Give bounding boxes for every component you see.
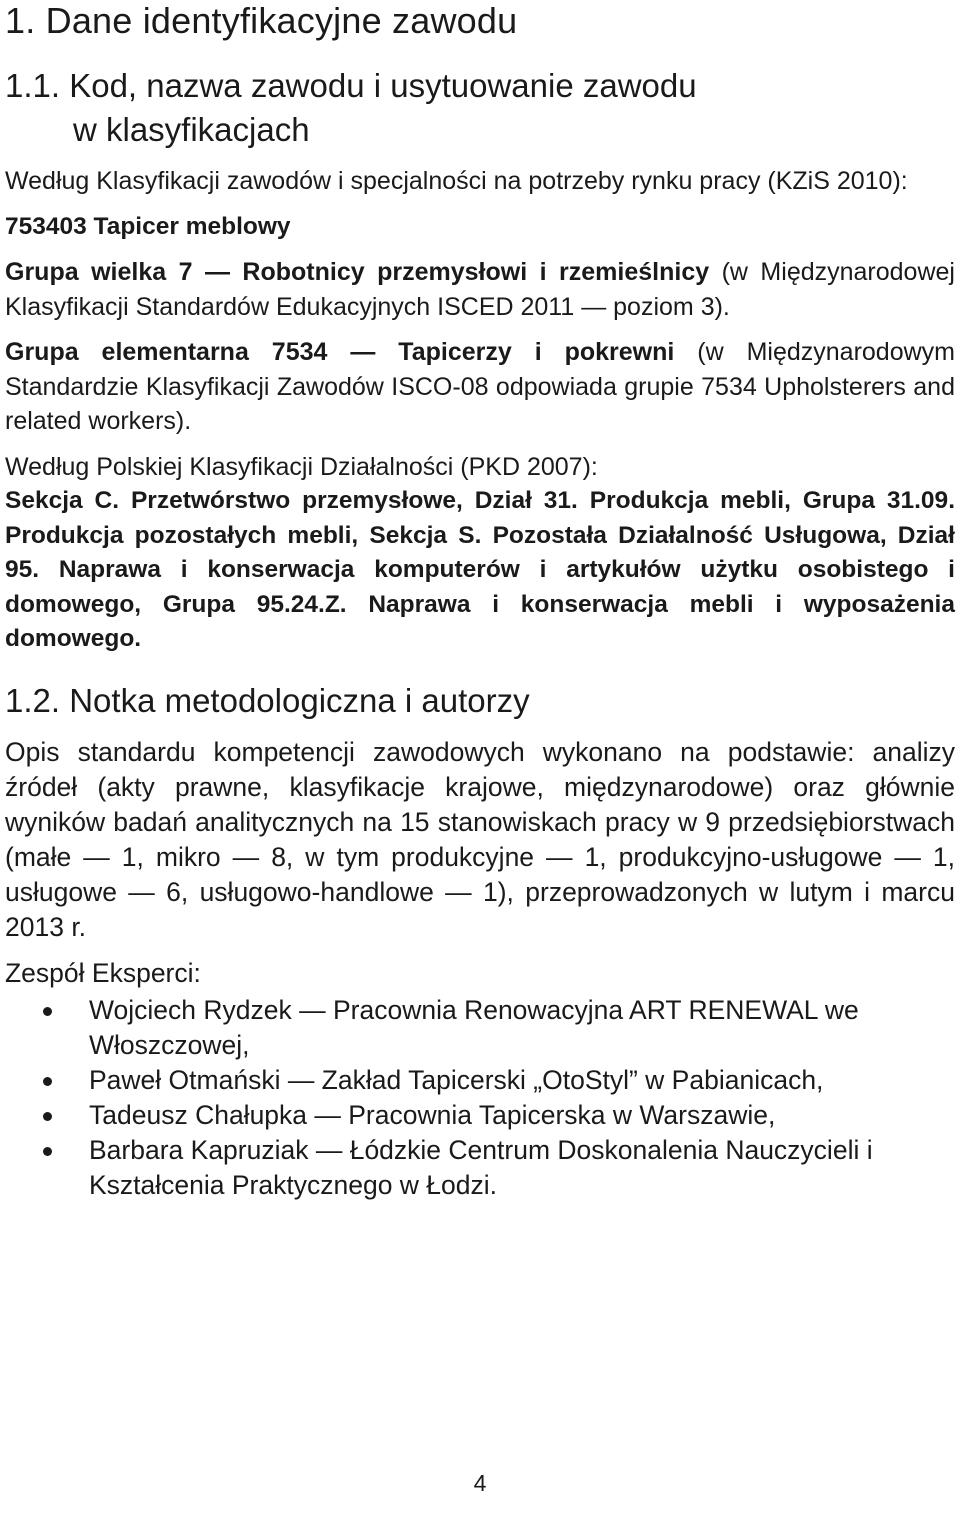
grupa-wielka-paragraph xyxy=(5,255,955,324)
expert-text: Barbara Kapruziak — Łódzkie Centrum Doskonalenia Nauczycieli i Kształcenia Praktycznego w Łodzi. xyxy=(89,1134,873,1200)
pkd-intro: Według Polskiej Klasyfikacji Działalności (PKD 2007): xyxy=(5,452,598,481)
expert-text: Wojciech Rydzek — Pracownia Renowacyjna ART RENEWAL we Włoszczowej, xyxy=(89,994,859,1060)
expert-text: Paweł Otmański — Zakład Tapicerski „OtoStyl” w Pabianicach, xyxy=(89,1064,824,1095)
occupation-text: 753403 Tapicer meblowy xyxy=(5,212,291,240)
bullet-icon xyxy=(43,1112,52,1121)
subsection-1-1-title-line1: 1.1. Kod, nazwa zawodu i usytuowanie zawodu xyxy=(5,67,697,104)
bullet-icon xyxy=(43,1077,52,1086)
bullet-icon xyxy=(43,1007,52,1016)
grupa-wielka-bold: Grupa wielka 7 — Robotnicy przemysłowi i rzemieślnicy xyxy=(5,258,710,286)
expert-text: Tadeusz Chałupka — Pracownia Tapicerska w Warszawie, xyxy=(89,1099,776,1130)
expert-item xyxy=(5,1133,955,1203)
methodology-description: Opis standardu kompetencji zawodowych wykonano na podstawie: analizy źródeł (akty prawne, klasyfikacje krajowe, międzynarodowe) oraz głównie wyników badań analitycznych na 15 stanowiskach pracy w 9 przedsiębiorstwach (małe — 1, mikro — 8, w tym produkcyjne — 1, produkcyjno-usługowe — 1, usługowe — 6, usługowo-handlowe — 1), przeprowadzonych w lutym i marcu 2013 r. xyxy=(5,736,955,942)
grupa-wielka-rest: (w Międzynarodowej Klasyfikacji Standardów Edukacyjnych ISCED 2011 — poziom 3). xyxy=(5,258,955,321)
expert-item xyxy=(5,993,955,1063)
page-number: 4 xyxy=(473,1470,487,1496)
expert-item xyxy=(5,1098,955,1133)
grupa-elementarna-bold: Grupa elementarna 7534 — Tapicerzy i pokrewni xyxy=(5,338,675,366)
section-title: 1. Dane identyfikacyjne zawodu xyxy=(5,0,518,41)
pkd-details xyxy=(5,484,955,657)
subsection-1-1-title xyxy=(5,64,955,152)
document-page xyxy=(5,0,955,1203)
experts-heading: Zespół Eksperci: xyxy=(5,957,201,988)
kzis-intro: Według Klasyfikacji zawodów i specjalności na potrzeby rynku pracy (KZiS 2010): xyxy=(5,167,908,195)
expert-item xyxy=(5,1063,955,1098)
subsection-1-2-title: 1.2. Notka metodologiczna i autorzy xyxy=(5,681,530,719)
experts-list xyxy=(5,993,955,1203)
pkd-details-text: Sekcja C. Przetwórstwo przemysłowe, Dział 31. Produkcja mebli, Grupa 31.09. Produkcja pozostałych mebli, Sekcja S. Pozostała Działalność Usługowa, Dział 95. Naprawa i konserwacja komputerów i artykułów użytku osobistego i domowego, Grupa 95.24.Z. Naprawa i konserwacja mebli i wyposażenia domowego. xyxy=(5,487,955,652)
grupa-elementarna-rest: (w Międzynarodowym Standardzie Klasyfikacji Zawodów ISCO-08 odpowiada grupie 7534 Upholsterers and related workers). xyxy=(5,338,955,435)
occupation-code-name xyxy=(5,210,955,245)
grupa-elementarna-paragraph xyxy=(5,335,955,439)
bullet-icon xyxy=(43,1147,52,1156)
subsection-1-1-title-line2: w klasyfikacjach xyxy=(73,111,310,148)
